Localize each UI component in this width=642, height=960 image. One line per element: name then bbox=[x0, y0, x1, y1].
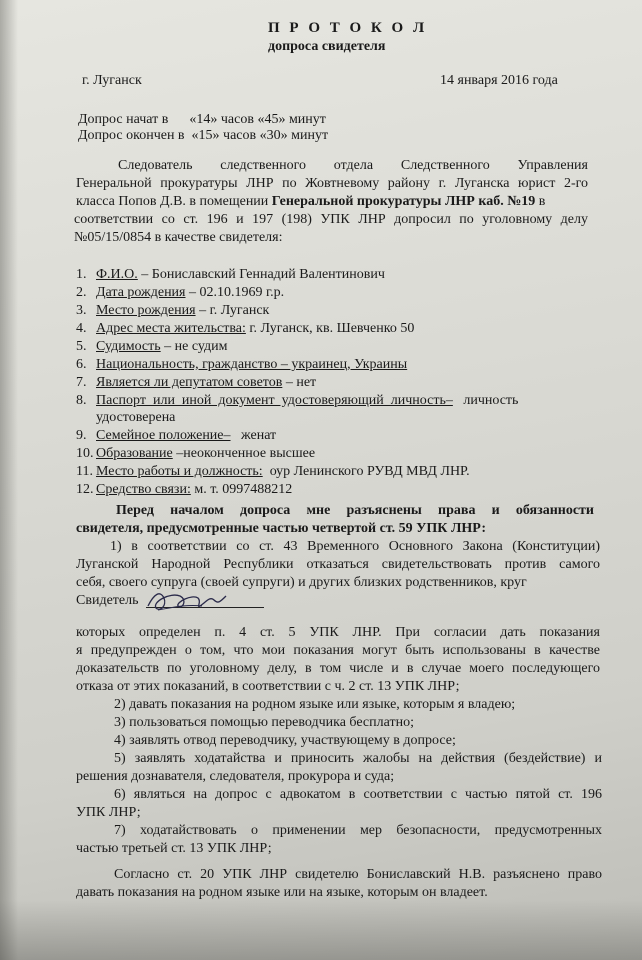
intro-line-3 bbox=[76, 193, 545, 210]
field-fio bbox=[76, 266, 385, 283]
interrogation-start: Допрос начат в «14» часов «45» минут bbox=[78, 112, 326, 127]
field-birth-date bbox=[76, 284, 284, 301]
field-deputy bbox=[76, 374, 316, 391]
field-value: оур Ленинского РУВД МВД ЛНР. bbox=[262, 464, 470, 479]
field-value: – 02.10.1969 г.р. bbox=[185, 285, 285, 300]
right-1-line-3: себя, своего супруга (своей супруги) и других близких родственников, круг bbox=[76, 575, 527, 590]
field-label: Является ли депутатом советов bbox=[96, 375, 283, 390]
right-2: 2) давать показания на родном языке или языке, которым я владею; bbox=[114, 697, 516, 712]
field-num: 1. bbox=[76, 267, 87, 282]
rights-heading-1: Перед началом допроса мне разъяснены права и обязанности bbox=[116, 503, 594, 518]
right-6-line-1: 6) являться на допрос с адвокатом в соответствии с частью пятой ст. 196 bbox=[114, 787, 602, 802]
field-value: женат bbox=[230, 428, 277, 443]
field-num: 2. bbox=[76, 285, 87, 300]
field-address bbox=[76, 320, 414, 337]
field-marital bbox=[76, 427, 276, 444]
field-label: Образование bbox=[96, 446, 173, 461]
field-value: – не судим bbox=[160, 339, 228, 354]
field-value: г. Луганск, кв. Шевченко 50 bbox=[245, 321, 415, 336]
field-num: 8. bbox=[76, 393, 87, 408]
rights-heading-2: свидетеля, предусмотренные частью четвертой ст. 59 УПК ЛНР: bbox=[76, 521, 487, 536]
right-4: 4) заявлять отвод переводчику, участвующему в допросе; bbox=[114, 733, 456, 748]
field-num: 4. bbox=[76, 321, 87, 336]
field-label: Ф.И.О. bbox=[96, 267, 138, 282]
right-5-line-1: 5) заявлять ходатайства и приносить жалобы на действия (бездействие) и bbox=[114, 751, 602, 766]
field-label: Место работы и должность: bbox=[96, 464, 263, 479]
right-7-line-1: 7) ходатайствовать о применении мер безопасности, предусмотренных bbox=[114, 823, 602, 838]
right-1-line-7: отказа от этих показаний, в соответствии с ч. 2 ст. 13 УПК ЛНР; bbox=[76, 679, 460, 694]
field-contact bbox=[76, 481, 292, 498]
field-label: Дата рождения bbox=[96, 285, 186, 300]
witness-signature bbox=[140, 584, 230, 616]
field-value: личность bbox=[452, 393, 519, 408]
date: 14 января 2016 года bbox=[440, 73, 558, 88]
right-7-line-2: частью третьей ст. 13 УПК ЛНР; bbox=[76, 841, 272, 856]
page-shadow-left bbox=[0, 0, 18, 960]
field-num: 10. bbox=[76, 446, 94, 461]
document-subtitle: допроса свидетеля bbox=[268, 39, 386, 54]
page-shadow-bottom bbox=[0, 900, 642, 960]
right-3: 3) пользоваться помощью переводчика бесплатно; bbox=[114, 715, 414, 730]
intro-line-3-end: в bbox=[535, 194, 546, 209]
field-label: Средство связи: bbox=[96, 482, 191, 497]
field-nationality bbox=[76, 356, 407, 373]
field-label: Паспорт или иной документ удостоверяющий личность– bbox=[96, 393, 453, 408]
intro-line-4: соответствии со ст. 196 и 197 (198) УПК ЛНР допросил по уголовному делу bbox=[74, 212, 588, 227]
field-num: 12. bbox=[76, 482, 94, 497]
intro-line-3-text: класса Попов Д.В. в помещении bbox=[76, 194, 272, 209]
final-line-1: Согласно ст. 20 УПК ЛНР свидетелю Бониславский Н.В. разъяснено право bbox=[114, 867, 602, 882]
city: г. Луганск bbox=[82, 73, 142, 88]
field-passport-cont: удостоверена bbox=[96, 410, 176, 425]
field-birth-place bbox=[76, 302, 269, 319]
field-num: 11. bbox=[76, 464, 93, 479]
field-label: Семейное положение– bbox=[96, 428, 231, 443]
right-1-line-6: доказательств по уголовному делу, в том числе и в случае моего последующего bbox=[76, 661, 600, 676]
intro-line-5: №05/15/0854 в качестве свидетеля: bbox=[74, 230, 283, 245]
right-1-line-2: Луганской Народной Республики отказаться свидетельствовать против самого bbox=[76, 557, 600, 572]
document-title: П Р О Т О К О Л bbox=[268, 20, 428, 36]
signature-label: Свидетель bbox=[76, 593, 139, 608]
right-5-line-2: решения дознавателя, следователя, прокурора и суда; bbox=[76, 769, 395, 784]
right-1-line-5: я предупрежден о том, что мои показания могут быть использованы в качестве bbox=[76, 643, 600, 658]
field-value: – г. Луганск bbox=[195, 303, 270, 318]
field-label: Национальность, гражданство – украинец, Украины bbox=[96, 357, 408, 372]
field-criminal-record bbox=[76, 338, 227, 355]
field-num: 6. bbox=[76, 357, 87, 372]
intro-line-2: Генеральной прокуратуры ЛНР по Жовтневому району г. Луганска юрист 2-го bbox=[76, 176, 588, 191]
field-value: м. т. 0997488212 bbox=[190, 482, 293, 497]
right-1-line-1: 1) в соответствии со ст. 43 Временного Основного Закона (Конституции) bbox=[110, 539, 600, 554]
field-num: 5. bbox=[76, 339, 87, 354]
field-num: 7. bbox=[76, 375, 87, 390]
interrogation-end: Допрос окончен в «15» часов «30» минут bbox=[78, 128, 329, 143]
field-workplace bbox=[76, 463, 470, 480]
intro-line-1: Следователь следственного отдела Следственного Управления bbox=[118, 158, 588, 173]
field-label: Место рождения bbox=[96, 303, 196, 318]
final-line-2: давать показания на родном языке или на языке, которым он владеет. bbox=[76, 885, 488, 900]
intro-location: Генеральной прокуратуры ЛНР каб. №19 bbox=[271, 194, 536, 209]
field-num: 3. bbox=[76, 303, 87, 318]
field-value: –неоконченное высшее bbox=[172, 446, 316, 461]
field-label: Адрес места жительства: bbox=[96, 321, 246, 336]
field-num: 9. bbox=[76, 428, 87, 443]
right-6-line-2: УПК ЛНР; bbox=[76, 805, 141, 820]
field-value: – нет bbox=[282, 375, 317, 390]
field-value: – Бониславский Геннадий Валентинович bbox=[137, 267, 385, 282]
field-passport bbox=[76, 392, 518, 409]
field-education bbox=[76, 445, 315, 462]
field-label: Судимость bbox=[96, 339, 161, 354]
right-1-line-4: которых определен п. 4 ст. 5 УПК ЛНР. При согласии дать показания bbox=[76, 625, 600, 640]
